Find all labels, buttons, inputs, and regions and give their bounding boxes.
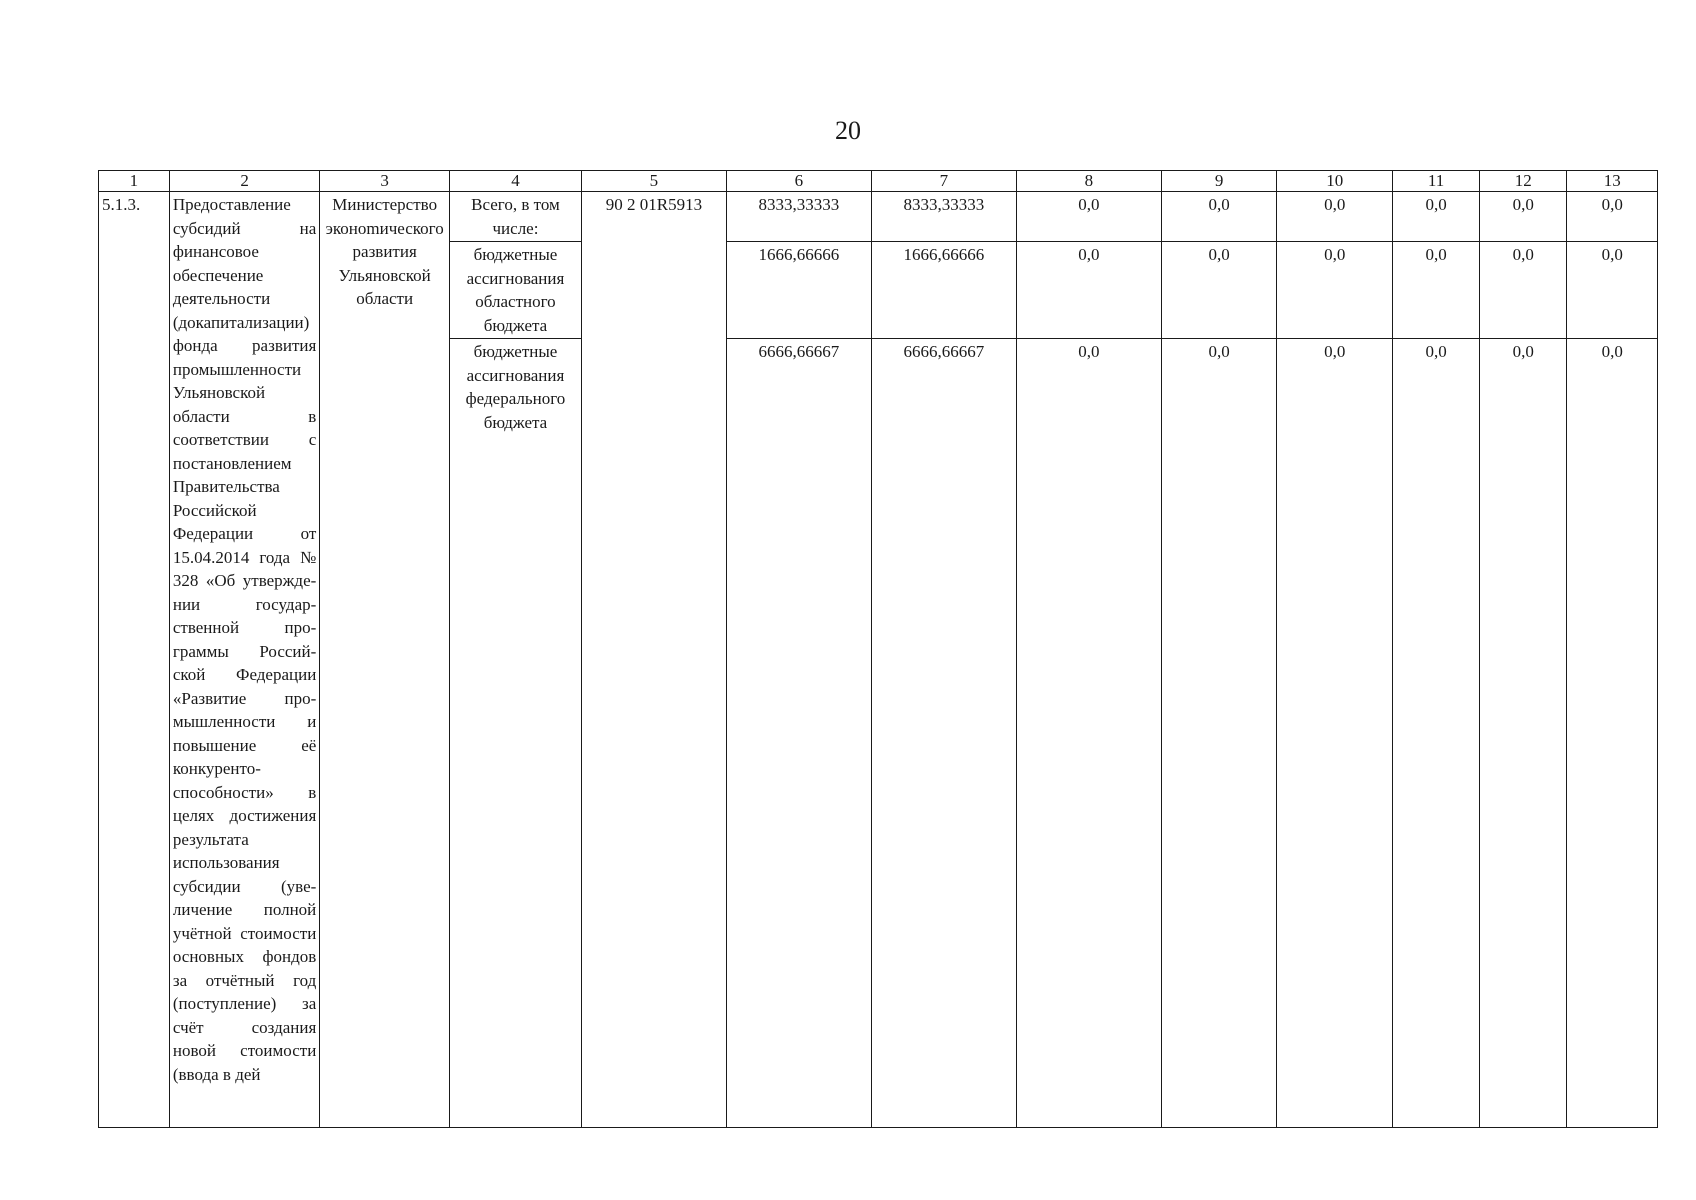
budget-table — [98, 170, 1658, 1128]
amount-cell: 8333,33333 — [871, 192, 1016, 242]
amount-cell: 0,0 — [1480, 242, 1567, 339]
column-number: 5 — [581, 171, 726, 192]
amount-cell: 0,0 — [1277, 339, 1393, 1128]
amount-cell: 1666,66666 — [871, 242, 1016, 339]
column-number-row — [99, 171, 1658, 192]
measure-description: Предоставление субсидий на финансовое обеспечение деятельности (докапитализации) фонда развития промышленности Ульяновской области в соответствии с постановлением Правительства Российской Федерации от 15.04.2014 года № 328 «Об утверждении государственной программы Российской Федерации «Развитие промышленности и повышение её конкурентоспособности» в целях достижения результата использования субсидии (увеличение полной учётной стоимости основных фондов за отчётный год (поступление) за счёт создания новой стоимости (ввода в дей — [169, 192, 319, 1128]
column-number: 11 — [1392, 171, 1479, 192]
amount-cell: 6666,66667 — [726, 339, 871, 1128]
column-number: 13 — [1567, 171, 1658, 192]
amount-cell: 0,0 — [1567, 339, 1658, 1128]
row-index: 5.1.3. — [99, 192, 170, 1128]
amount-cell: 0,0 — [1277, 242, 1393, 339]
amount-cell: 0,0 — [1016, 192, 1161, 242]
amount-cell: 1666,66666 — [726, 242, 871, 339]
column-number: 7 — [871, 171, 1016, 192]
column-number: 6 — [726, 171, 871, 192]
column-number: 9 — [1161, 171, 1277, 192]
funding-source-label: бюджетные ассигнования областного бюджета — [450, 242, 582, 339]
amount-cell: 6666,66667 — [871, 339, 1016, 1128]
amount-cell: 0,0 — [1016, 242, 1161, 339]
column-number: 2 — [169, 171, 319, 192]
table-row-total — [99, 192, 1658, 242]
funding-source-label: бюджетные ассигнования федерального бюджета — [450, 339, 582, 1128]
responsible-executor: Министерство эконоmического развития Ульяновской области — [320, 192, 450, 1128]
column-number: 12 — [1480, 171, 1567, 192]
amount-cell: 0,0 — [1161, 192, 1277, 242]
amount-cell: 0,0 — [1392, 192, 1479, 242]
budget-code: 90 2 01R5913 — [581, 192, 726, 1128]
amount-cell: 0,0 — [1277, 192, 1393, 242]
column-number: 4 — [450, 171, 582, 192]
column-number: 3 — [320, 171, 450, 192]
column-number: 8 — [1016, 171, 1161, 192]
page-number: 20 — [835, 116, 861, 145]
amount-cell: 0,0 — [1016, 339, 1161, 1128]
amount-cell: 8333,33333 — [726, 192, 871, 242]
amount-cell: 0,0 — [1392, 242, 1479, 339]
column-number: 1 — [99, 171, 170, 192]
amount-cell: 0,0 — [1567, 242, 1658, 339]
funding-source-label: Всего, в том числе: — [450, 192, 582, 242]
amount-cell: 0,0 — [1161, 339, 1277, 1128]
amount-cell: 0,0 — [1567, 192, 1658, 242]
column-number: 10 — [1277, 171, 1393, 192]
amount-cell: 0,0 — [1392, 339, 1479, 1128]
amount-cell: 0,0 — [1480, 192, 1567, 242]
amount-cell: 0,0 — [1161, 242, 1277, 339]
amount-cell: 0,0 — [1480, 339, 1567, 1128]
